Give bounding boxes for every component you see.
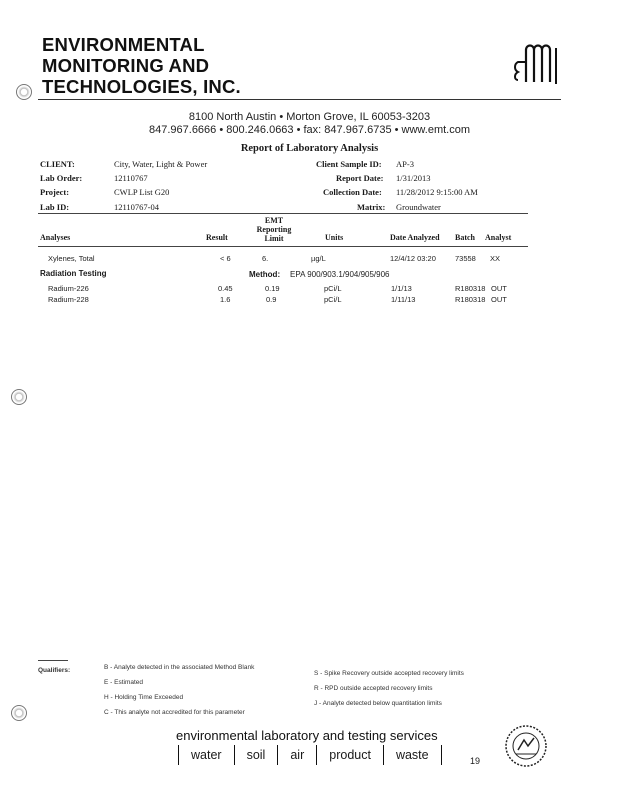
method-value: EPA 900/903.1/904/905/906 <box>290 270 390 279</box>
table-header-rule <box>38 246 528 247</box>
report-date-label: Report Date: <box>336 173 384 183</box>
section-radiation-testing: Radiation Testing <box>40 269 107 278</box>
analyte-batch: R180318 <box>455 295 486 304</box>
qualifier-h: H - Holding Time Exceeded <box>104 694 184 701</box>
collection-date-value: 11/28/2012 9:15:00 AM <box>396 187 478 197</box>
company-name <box>42 34 241 97</box>
address-street: 8100 North Austin • Morton Grove, IL 60053-3203 <box>188 111 431 123</box>
analyte-units: pCi/L <box>324 284 342 293</box>
services-bar <box>178 745 442 765</box>
analyte-date: 12/4/12 03:20 <box>390 254 436 263</box>
page-number: 19 <box>470 756 481 766</box>
col-units: Units <box>325 233 344 242</box>
service-water: water <box>178 745 234 765</box>
col-emt-line2: Reporting <box>256 225 292 234</box>
analyte-units: pCi/L <box>324 295 342 304</box>
info-rule <box>38 213 528 214</box>
analyte-batch: 73558 <box>455 254 476 263</box>
col-emt-line3: Limit <box>264 234 284 243</box>
analyte-units: µg/L <box>311 254 326 263</box>
qualifier-j: J - Analyte detected below quantitation limits <box>314 700 442 707</box>
method-label: Method: <box>249 270 281 279</box>
lab-id-value: 12110767-04 <box>114 202 160 212</box>
col-analyses: Analyses <box>40 233 71 242</box>
analyte-limit: 0.9 <box>266 295 277 304</box>
punch-hole-middle <box>11 389 27 405</box>
qualifier-r: R - RPD outside accepted recovery limits <box>314 685 433 692</box>
client-label: CLIENT: <box>40 159 75 169</box>
analyte-result: 1.6 <box>220 295 231 304</box>
service-soil: soil <box>234 745 278 765</box>
analyte-result: 0.45 <box>218 284 233 293</box>
analyte-name: Radium-228 <box>48 295 89 304</box>
lab-id-label: Lab ID: <box>40 202 70 212</box>
analyte-name: Radium-226 <box>48 284 89 293</box>
project-label: Project: <box>40 187 70 197</box>
matrix-label: Matrix: <box>357 202 386 212</box>
col-emt-line1: EMT <box>264 216 284 225</box>
accreditation-seal-icon <box>504 724 548 768</box>
qualifiers-rule <box>38 660 68 661</box>
analyte-analyst: OUT <box>491 284 507 293</box>
client-sample-id-label: Client Sample ID: <box>316 159 382 169</box>
service-waste: waste <box>383 745 442 765</box>
project-value: CWLP List G20 <box>114 187 170 197</box>
analyte-limit: 0.19 <box>265 284 280 293</box>
qualifiers-label: Qualifiers: <box>38 667 71 674</box>
report-title: Report of Laboratory Analysis <box>240 143 379 154</box>
analyte-analyst: XX <box>490 254 501 263</box>
company-name-line1: ENVIRONMENTAL <box>42 34 205 55</box>
matrix-value: Groundwater <box>396 202 441 212</box>
report-date-value: 1/31/2013 <box>396 173 431 183</box>
col-batch: Batch <box>455 233 475 242</box>
service-product: product <box>316 745 383 765</box>
analyte-date: 1/1/13 <box>391 284 412 293</box>
col-result: Result <box>206 233 228 242</box>
address-contact: 847.967.6666 • 800.246.0663 • fax: 847.967.6735 • www.emt.com <box>149 124 470 136</box>
qualifier-c: C - This analyte not accredited for this parameter <box>104 709 245 716</box>
lab-order-value: 12110767 <box>114 173 148 183</box>
punch-hole-top <box>16 84 32 100</box>
qualifier-b: B - Analyte detected in the associated Method Blank <box>104 664 255 671</box>
analyte-result: < 6 <box>220 254 231 263</box>
punch-hole-bottom <box>11 705 27 721</box>
company-name-line3: TECHNOLOGIES, INC. <box>42 76 241 97</box>
analyte-analyst: OUT <box>491 295 507 304</box>
client-value: City, Water, Light & Power <box>114 159 208 169</box>
qualifier-e: E - Estimated <box>104 679 144 686</box>
service-air: air <box>277 745 316 765</box>
emt-logo <box>512 40 564 88</box>
header-rule <box>38 99 561 100</box>
qualifier-s: S - Spike Recovery outside accepted recovery limits <box>314 670 464 677</box>
footer-tagline: environmental laboratory and testing services <box>176 728 438 743</box>
col-emt-limit <box>244 216 304 243</box>
client-sample-id-value: AP-3 <box>396 159 414 169</box>
company-name-line2: MONITORING AND <box>42 55 210 76</box>
collection-date-label: Collection Date: <box>323 187 382 197</box>
analyte-batch: R180318 <box>455 284 486 293</box>
col-analyst: Analyst <box>485 233 512 242</box>
analyte-limit: 6. <box>262 254 269 263</box>
lab-order-label: Lab Order: <box>40 173 83 183</box>
analyte-date: 1/11/13 <box>391 295 416 304</box>
col-date-analyzed: Date Analyzed <box>390 233 440 242</box>
analyte-name: Xylenes, Total <box>48 254 95 263</box>
